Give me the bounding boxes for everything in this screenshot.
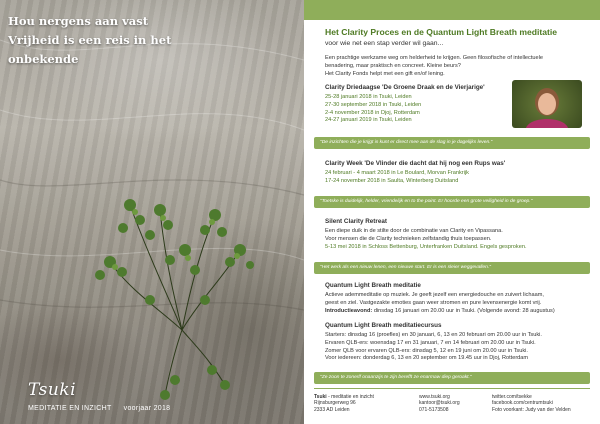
main-title: Het Clarity Proces en de Quantum Light Breath meditatie (325, 27, 558, 37)
footer-divider (314, 388, 590, 389)
cursus-line: Voor iedereen: donderdag 6, 13 en 20 september om 19.45 uur in Djoj, Rotterdam (325, 355, 529, 362)
event-date: 2-4 november 2018 in Djoj, Rotterdam (325, 109, 420, 116)
qlb-title: Quantum Light Breath meditatie (325, 282, 421, 289)
footer-phone: 071-5173508 (419, 406, 449, 413)
testimonial-quote: "Toetske is duidelijk, helder, vriendelijk en to the point. Er hoorde een grote veiligheid in de groep." (314, 196, 590, 208)
brand-tagline (28, 405, 170, 412)
event-date: 25-28 januari 2018 in Tsuki, Leiden (325, 94, 412, 100)
driedaagse-title: Clarity Driedaagse 'De Groene Draak en de Vierjarige' (325, 84, 485, 91)
qlb-line: geest en ziel. Vastgezakte emoties gaan weer stromen en pure levensenergie komt vrij. (325, 299, 542, 306)
headline-line-1: Hou nergens aan vast (8, 14, 149, 28)
testimonial-quote: "De inzichten die je krijgt is kunt er direct mee aan de slag in je dagelijks leven." (314, 137, 590, 149)
headline-line-3: onbekende (8, 52, 79, 66)
footer-social (492, 394, 571, 413)
intro-line: Het Clarity Fonds helpt met een gift en/of lening. (325, 70, 445, 77)
testimonial-quote: "Het werk als een nieuw lenen, een nieuwe start. Er is een sleier weggevallen." (314, 262, 590, 274)
portrait-photo (512, 80, 582, 128)
week-title: Clarity Week 'De Vlinder die dacht dat hij nog een Rups was' (325, 160, 506, 167)
intro-evening-text: dinsdag 16 januari om 20.00 uur in Tsuki. (Volgende avond: 28 augustus) (373, 307, 555, 314)
footer-email-link[interactable]: kantoor@tsuki.org (419, 400, 460, 407)
retreat-title: Silent Clarity Retreat (325, 218, 387, 225)
headline-line-2: Vrijheid is een reis in het (8, 33, 172, 47)
tagline-text: MEDITATIE EN INZICHT (28, 405, 112, 412)
week-dates (325, 170, 469, 186)
season-label: voorjaar 2018 (123, 405, 171, 412)
cover-headline (8, 12, 188, 69)
intro-line: benadering, maar praktisch en concreet. Kleine beurs? (325, 62, 461, 69)
cursus-line: Starters: dinsdag 16 (proefles) en 30 januari, 6, 13 en 20 februari om 20.00 uur in Tsuki. (325, 332, 542, 338)
qlb-line: Actieve ademmeditatie op muziek. Je geeft jezelf een energiedouche en zuivert lichaam, (325, 292, 544, 298)
intro-text (325, 55, 543, 78)
cursus-text (325, 332, 542, 363)
footer-website-link[interactable]: www.tsuki.org (419, 394, 450, 400)
qlb-intro (325, 308, 555, 316)
event-date: 24-27 januari 2019 in Tsuki, Leiden (325, 117, 412, 124)
cursus-line: Zomer QLB voor ervaren QLB-ers: dinsdag 5, 12 en 19 juni om 20.00 uur in Tsuki. (325, 347, 528, 354)
intro-line: Een prachtige werkzame weg om helderheid te krijgen. Geen filosofische of intellectuele (325, 55, 543, 61)
brand-logo: Tsuki (28, 380, 77, 400)
footer-org-tagline: - meditatie en inzicht (328, 394, 374, 400)
event-date: 24 februari - 4 maart 2018 in Le Boulard, Morvan Frankrijk (325, 170, 469, 176)
driedaagse-dates (325, 94, 421, 125)
content-panel (304, 0, 600, 424)
footer-street: Rijnsburgerweg 96 (314, 400, 356, 407)
cursus-line: Ervaren QLB-ers: woensdag 17 en 31 januari, 7 en 14 februari om 20.00 uur in Tsuki. (325, 339, 536, 346)
event-date: 27-30 september 2018 in Tsuki, Leiden (325, 101, 422, 108)
retreat-date: 5-13 mei 2018 in Schloss Bettenburg, Unterfranken Duitsland. Engels gesproken. (325, 243, 527, 250)
qlb-text (325, 292, 555, 315)
cursus-title: Quantum Light Breath meditatiecursus (325, 322, 442, 329)
footer-city: 2333 AD Leiden (314, 406, 350, 413)
retreat-line: Voor mensen die de Clarity technieken zelfstandig thuis toepassen. (325, 235, 492, 242)
retreat-line: Een diepe duik in de stilte door de combinatie van Clarity en Vipassana. (325, 228, 503, 234)
footer-photo-credit: Foto voorkant: Judy van der Velden (492, 406, 571, 413)
footer-facebook-link[interactable]: facebook.com/centrumtsuki (492, 400, 553, 407)
main-subtitle: voor wie net een stap verder wil gaan... (325, 40, 444, 47)
footer-twitter-link[interactable]: twitter.com/tsekke (492, 394, 532, 400)
footer-contact (419, 394, 460, 413)
footer-address (314, 394, 374, 413)
testimonial-quote: "Ze zoon te zonerlf onaanzijs te zijn berefft ze enarmaw diep geroakt." (314, 372, 590, 384)
footer-org-name: Tsuki (314, 394, 327, 400)
intro-evening-label: Introductieavond: (325, 307, 373, 314)
top-accent-bar (304, 0, 600, 20)
event-date: 17-24 november 2018 in Saulta, Winterberg Duitsland (325, 177, 459, 184)
retreat-text (325, 228, 527, 251)
